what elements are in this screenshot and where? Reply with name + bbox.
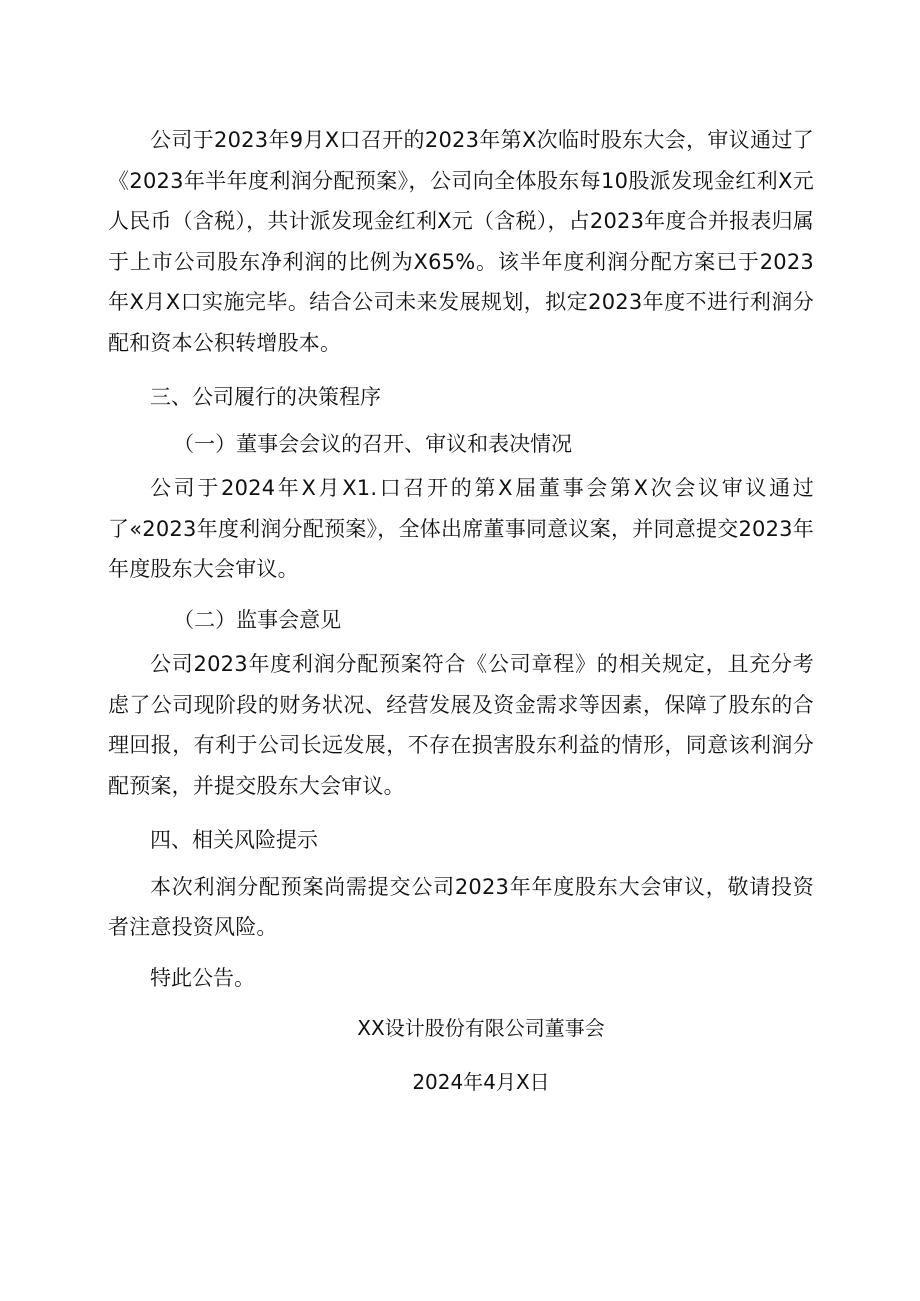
intro-paragraph: 公司于2023年9月X口召开的2023年第X次临时股东大会，审议通过了《2023年半年度利润分配预案》，公司向全体股东每10股派发现金红利X元人民币（含税），共计派发现金红利X元（含税），占2023年度合并报表归属于上市公司股东净利润的比例为X65%。该半年度利润分配方案已于2023年X月X口实施完毕。结合公司未来发展规划，拟定2023年度不进行利润分配和资本公积转增股本。 <box>108 128 814 355</box>
signature-date: 2024年4月X日 <box>412 1070 550 1094</box>
supervisory-board-heading: （二）监事会意见 <box>173 607 342 632</box>
section-3-heading: 三、公司履行的决策程序 <box>150 385 381 409</box>
board-meeting-paragraph: 公司于2024年X月X1.口召开的第X届董事会第X次会议审议通过了«2023年度利润分配预案》，全体出席董事同意议案，并同意提交2023年年度股东大会审议。 <box>108 476 814 581</box>
risk-paragraph: 本次利润分配预案尚需提交公司2023年年度股东大会审议，敬请投资者注意投资风险。 <box>108 874 814 939</box>
supervisory-board-paragraph: 公司2023年度利润分配预案符合《公司章程》的相关规定，且充分考虑了公司现阶段的财务状况、经营发展及资金需求等因素，保障了股东的合理回报，有利于公司长远发展，不存在损害股东利益的情形，同意该利润分配预案，并提交股东大会审议。 <box>108 652 814 798</box>
document-body <box>108 120 814 1100</box>
closing-statement: 特此公告。 <box>150 965 255 990</box>
section-4-heading: 四、相关风险提示 <box>150 828 318 852</box>
signature-organization: XX设计股份有限公司董事会 <box>357 1016 605 1040</box>
board-meeting-heading: （一）董事会会议的召开、审议和表决情况 <box>173 431 573 456</box>
